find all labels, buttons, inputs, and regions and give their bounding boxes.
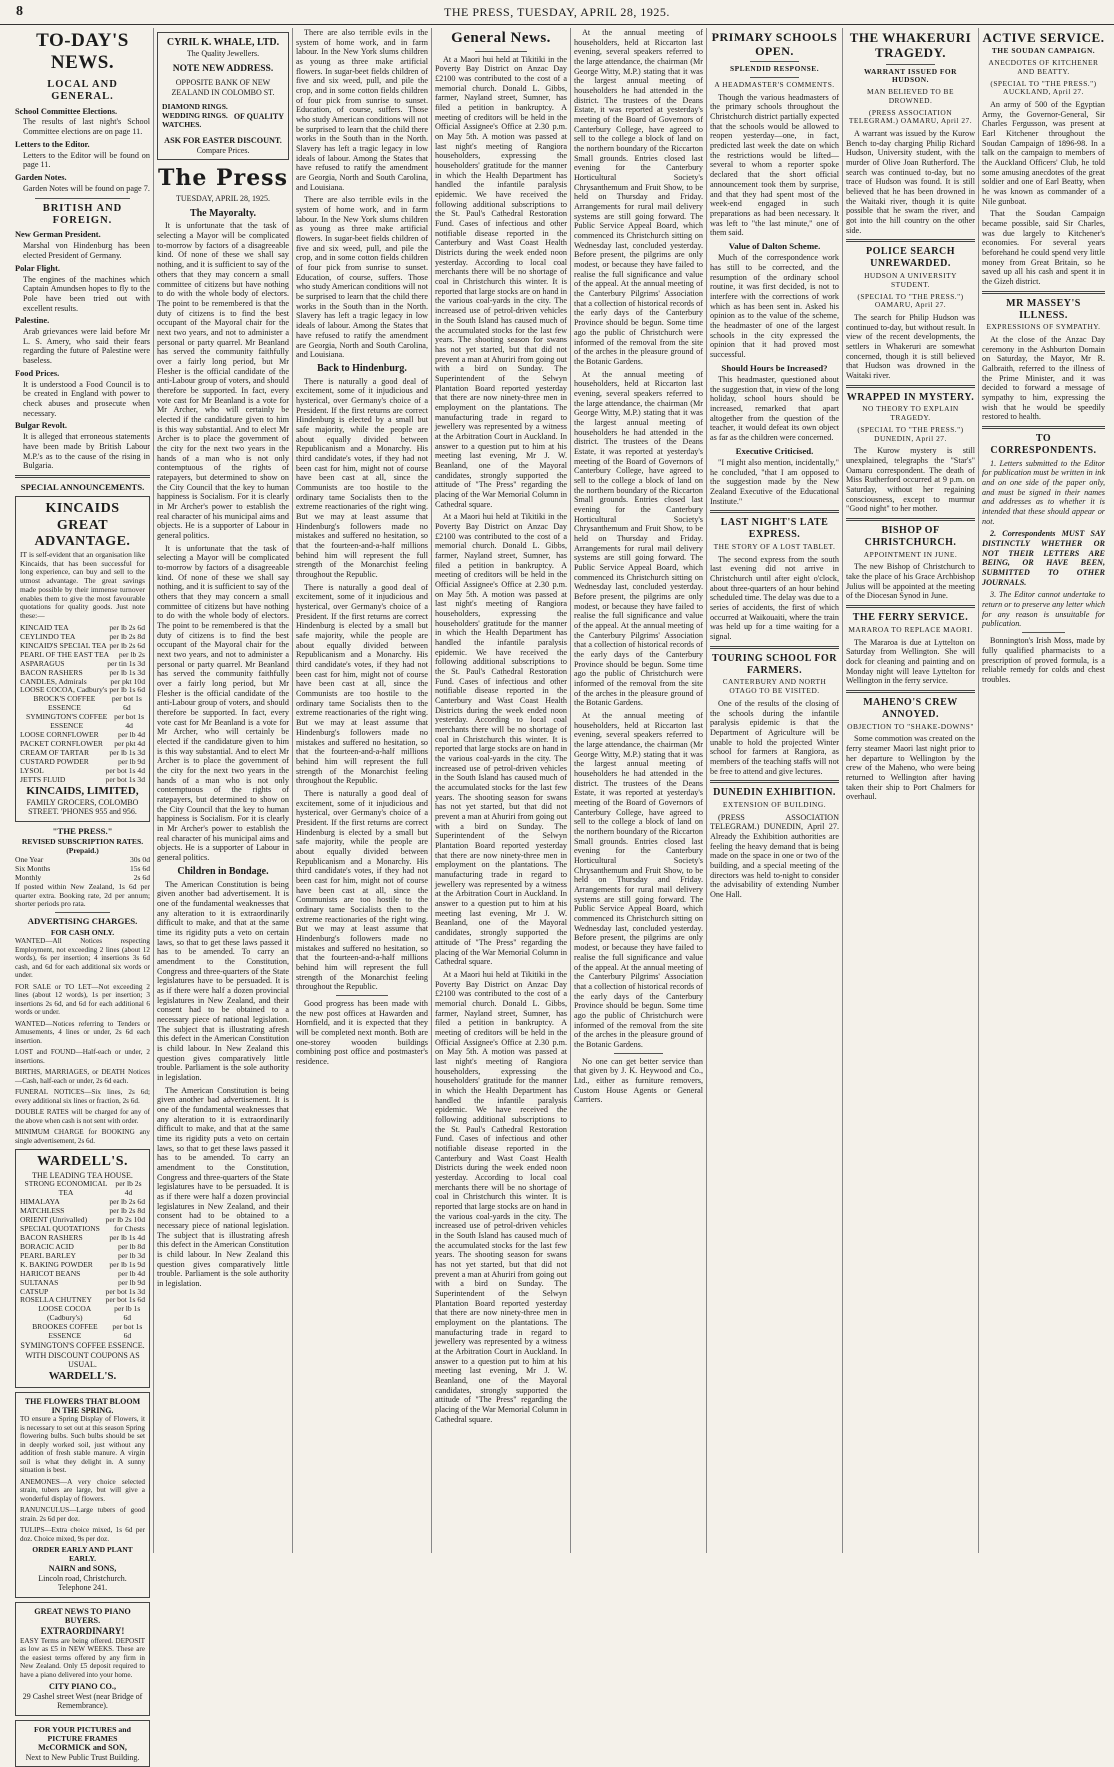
massey-heading: MR MASSEY'S ILLNESS. [1006, 297, 1081, 321]
mayoralty-heading: The Mayoralty. [189, 207, 257, 219]
general-news-heading: General News. [451, 30, 551, 46]
kincaids-price-row-price: per tin 1s 3d [107, 658, 145, 668]
double-rule [710, 646, 839, 649]
wardells-price-row-label: PEARL BARLEY [20, 1250, 77, 1260]
general-news-body: At a Maori hui held at Tikitiki in the Poverty Bay District on Anzac Day £2100 was contributed to the cost of a memorial church. Donald L. Gibbs, farmer, Nayland street, Sumner, has filed a petition in bankruptcy. A meeting of creditors will be held in the Official Assignee's Office at 2.30 p.m. on May 5th. A motion was passed at last night's meeting of Rangiora householders, expressing the householders' gratitude for the manner in which the Health Department has handled the infantile paralysis epidemic. We have received the following additional subscriptions to the St. Paul's Cathedral Restoration Fund. Cases of infectious and other notifiable disease reported in the Canterbury and Wast Coast Health Districts during the week ended noon yesterday. According to local coal merchants there will be no shortage of coal in Christchurch this winter. It is reported that large stocks are on hand in the various coal-yards in the city. The increased use of petrol-driven vehicles in the South Island has caused much of the accumulated stocks for the last few years. The shooting season for swans has not yet started, but that did not prevent a man at Ahuriri from going out with a bird on Sunday. The Superintendent of the Selwyn Plantation Board reported yesterday that there are now ninety-three men in employment on the plantations. The manufacturing trade in regard to jewellery was represented by a witness at the Arbitration Court in Auckland. In answer to a question put to him at his meeting last evening, Mr J. W. Beanland, one of the Mayoral candidates, strongly supported the attitude of "The Press" regarding the placing of the War Memorial Column in Cathedral square. [435, 54, 567, 509]
local-general-heading: LOCAL AND GENERAL. [47, 78, 118, 103]
schools-body-2: Much of the correspondence work has still to be corrected, and the resumption of the ordinary school routine, it was first decided, is not to interfere with the corrections of work which as has been sent in. Asked his opinion as to the value of the scheme, the headmaster of one of the largest schools in the city expressed the opinion that it had proved most successful. [710, 253, 839, 359]
kincaids-price-row-price: per lb 4d [118, 730, 145, 740]
kincaids-price-row-label: KINCAID TEA [20, 622, 69, 632]
active-service-heading: ACTIVE SERVICE. [982, 30, 1105, 45]
divider [1022, 632, 1065, 633]
dateline-1: (PRESS ASSOCIATION TELEGRAM.) OAMARU, April 27. [848, 107, 973, 126]
soudan-sub: THE SOUDAN CAMPAIGN. [991, 46, 1096, 56]
kincaids-price-row-price: per bot 1s 4d [105, 766, 145, 776]
schools-body-3: This headmaster, questioned about the suggestion that, in view of the long holiday, school hours should be increased, remarked that apart altogether from the question of the teacher, it would defeat its own object as far as the children were concerned. [710, 375, 839, 443]
ranunculus-text: RANUNCULUS—Large tubers of good strain. 2s 6d per doz. [20, 1506, 145, 1523]
wardells-price-row-price: per lb 3d [118, 1250, 145, 1260]
advertising-item: LOST and FOUND—Half-each or under, 2 insertions. [15, 1048, 150, 1065]
wardells-price-row-price: per lb 4d [118, 1268, 145, 1278]
columns-area [12, 28, 1108, 1762]
rings-block [162, 103, 284, 130]
kincaids-price-row-label: SYMINGTON'S COFFEE ESSENCE [26, 712, 108, 731]
subscription-row-label: One Year [15, 855, 44, 865]
express-body: The second express from the south last evening did not arrive in Christchurch until after eight o'clock, about three-quarters of an hour behind scheduled time. The delay was due to a series of accidents, the first of which occurred at Waikouaiti, where the train was held up for a time waiting for a signal. [710, 554, 839, 642]
wardells-price-row-label: HIMALAYA [20, 1197, 60, 1206]
kincaids-price-row-label: PACKET CORNFLOWER [20, 739, 103, 749]
kincaids-address: FAMILY GROCERS, COLOMBO STREET. 'PHONES 955 and 956. [26, 797, 139, 817]
kincaids-price-row-price: per bot 1s 4d [114, 712, 145, 731]
kincaids-price-row-label: ASPARAGUS [20, 658, 65, 668]
mccormick-name: McCORMICK and SON, [38, 1742, 127, 1752]
heywood-note: No one can get better service than that given by J. K. Heywood and Co., Ltd., either as furniture removers, Custom House Agents or General Carriers. [574, 1056, 703, 1105]
wardells-price-row [20, 1323, 145, 1341]
divider [750, 77, 799, 78]
correspondents-heading: TO CORRESPONDENTS. [990, 433, 1097, 456]
wardells-price-row-label: MATCHLESS [20, 1205, 65, 1215]
column-6 [707, 28, 843, 1553]
wardells-price-row-label: BORACIC ACID [20, 1241, 74, 1251]
wrapped-heading: WRAPPED IN MYSTERY. [846, 391, 975, 403]
kincaids-price-row-price: per bot 1s 3d [105, 775, 145, 785]
col5-body-2: At the annual meeting of householders, held at Riccarton last evening, several speakers referred to the large attendance, the chairman (Mr George Witty, M.P.) stating that it was the largest annual meeting of householders he had attended in the district. The trustees of the Deans Estate, it was reported at yesterday's meeting of the Board of Governors of Canterbury College, have agreed to sell to the college a block of land on the northern boundary of the Riccarton Small grounds. Entries closed last evening for the Canterbury Horticultural Society's Chrysanthemum and Fruit Show, to be held on Thursday and Friday. Arrangements for rural mail delivery systems are still going forward. The Public Service Appeal Board, which commenced its Christchurch sitting on Wednesday last, concluded yesterday. Before present, the pilgrims are only modest, or because they have failed to realise the full significance and value of the appeal. At the annual meeting of the Canterbury Pilgrims' Association that a collection of historical records of the early days of the Canterbury Province should be begun. Some time ago the public of Christchurch were informed of the removal from the site of the arches in the pleasure ground of the Botanic Gardens. [574, 369, 703, 708]
wardells-title: WARDELL'S. [37, 1154, 128, 1170]
subscription-note: If posted within New Zealand, 1s 6d per quarter extra. Booking rate, 2d per annum; shorter periods pro rata. [15, 881, 150, 909]
ferry-body: The Mararoa is due at Lyttelton on Saturday from Wellington. She will dock for cleaning and painting and on Monday night will leave Lyttelton for Wellington in the ferry service. [846, 637, 975, 686]
subscription-row-label: Monthly [15, 873, 42, 882]
wardells-price-row [20, 1305, 145, 1323]
rings-list [162, 103, 228, 130]
city-piano: CITY PIANO CO., [48, 1682, 117, 1692]
wardells-price-row-label: BROOKES COFFEE ESSENCE [32, 1322, 98, 1341]
kincaids-ad [15, 496, 150, 821]
wardells-price-row-price: per lb 9d [118, 1277, 145, 1287]
kincaids-price-row-price: per pkt 4d [114, 739, 145, 749]
wardells-price-row-label: K. BAKING POWDER [20, 1259, 93, 1269]
flowers-text: TO ensure a Spring Display of Flowers, it is necessary to set out at this season Spring flowering bulbs. Such bulbs should be set in deeply worked soil, just without any addition of fresh stable manure. A virgin soil is what they delight in. A sunny situation is best. [20, 1415, 145, 1475]
double-rule [846, 605, 975, 608]
kincaids-price-row-label: BROCK'S COFFEE ESSENCE [33, 694, 96, 713]
splendid-response: SPLENDID RESPONSE. [729, 64, 820, 74]
advertising-item: WANTED—All Notices respecting Employment, not exceeding 2 lines (about 12 words), 6s per insertion; 4 insertions 3s 6d cash, and 6d for each additional six words or under. [15, 937, 150, 980]
bonnington-note: Bonnington's Irish Moss, made by fully qualified pharmacists to a prescription of proved formula, is a reliable remedy for colds and chest troubles. [982, 636, 1105, 684]
schools-body-4: "I might also mention, incidentally," he concluded, "that I am opposed to the suggestion made by the New Zealand Executive of the Educational Institute." [710, 458, 839, 506]
appointment-sub: APPOINTMENT IN JUNE. [863, 549, 958, 559]
bishop-heading: BISHOP OF CHRISTCHURCH. [864, 525, 957, 548]
wardells-price-list [20, 1180, 145, 1341]
dunedin-body: (PRESS ASSOCIATION TELEGRAM.) DUNEDIN, April 27. Already the Exhibition authorities are feeling the heavy demand that is being made on the space in one or two of the building, and a special meeting of the directors was held to-night to consider the advisability of extending Number One Hall. [710, 812, 839, 900]
foreign-item-text: It is understood a Food Council is to be created in England with power to check abuses and prosecute when necessary. [23, 379, 150, 418]
column-8 [979, 28, 1108, 1553]
flowers-title: THE FLOWERS THAT BLOOM IN THE SPRING. [24, 1396, 141, 1415]
wardells-price-row-price: per lb 2s 8d [109, 1205, 145, 1215]
kincaids-price-row-label: LOOSE COCOA, Cadbury's [20, 685, 108, 695]
news-item-text: The results of last night's School Committee elections are on page 11. [23, 117, 150, 137]
kincaids-price-row [20, 713, 145, 731]
active-body-1: An army of 500 of the Egyptian Army, the Governor-General, Sir Charles Fergusson, was present at Earl Kitchener throughout the Soudan Campaign of 1896-98. In a talk on the campaign to members of the Auckland Officers' Club, he told some amusing anecdotes of the great soldier and one of Earl Beatty, when he was known as commander of a Nile gunboat. [982, 100, 1105, 206]
drowned-sub: MAN BELIEVED TO BE DROWNED. [867, 87, 954, 105]
double-rule [710, 780, 839, 783]
double-rule [15, 475, 150, 478]
whakeruri-body-1: A warrant was issued by the Kurow Bench to-day charging Philip Richard Hudson, University student, with the murder of Olive Joan Rutherford. The search was continued to-day, but no trace of Hudson was found. It is still believed that he has been drowned in the Waitaki river, though it is quite possible that he swam the river, and got into the hill country on the other side. [846, 129, 975, 235]
foreign-item-head: Polar Flight. [15, 263, 60, 273]
foreign-item-head: Bulgar Revolt. [15, 421, 67, 431]
wardells-price-row-label: HARICOT BEANS [20, 1268, 81, 1278]
whakeruri-body-2: The search for Philip Hudson was continued to-day, but without result. In view of the recent developments, the settlers in Whakeruri are somewhat concerned, though it is still believed that Hudson was drowned in the Waitaki river. [846, 312, 975, 381]
wardells-price-row-price: per lb 2s 4d [115, 1179, 142, 1198]
kincaids-price-row-price: per lb 2s 6d [109, 640, 145, 650]
hindenburg-heading: Back to Hindenburg. [317, 362, 407, 374]
no-theory: NO THEORY TO EXPLAIN TRAGEDY. [862, 404, 959, 423]
col5-body-3: At the annual meeting of householders, held at Riccarton last evening, several speakers referred to the large attendance, the chairman (Mr George Witty, M.P.) stating that it was the largest annual meeting of householders he had attended in the district. The trustees of the Deans Estate, it was reported at yesterday's meeting of the Board of Governors of Canterbury College, have agreed to sell to the college a block of land on the northern boundary of the Riccarton Small grounds. Entries closed last evening for the Canterbury Horticultural Society's Chrysanthemum and Fruit Show, to be held on Thursday and Friday. Arrangements for rural mail delivery systems are still going forward. The Public Service Appeal Board, which commenced its Christchurch sitting on Wednesday last, concluded yesterday. Before present, the pilgrims are only modest, or because they have failed to realise the full significance and value of the appeal. At the annual meeting of the Canterbury Pilgrims' Association that a collection of historical records of the early days of the Canterbury Province should be begun. Some time ago the public of Christchurch were informed of the removal from the site of the arches in the pleasure ground of the Botanic Gardens. [574, 711, 703, 1049]
kincaids-price-row-price: per lb 1s 6d [109, 685, 145, 695]
special-announcements-heading: SPECIAL ANNOUNCEMENTS. [20, 482, 145, 493]
correspondents-3: 3. The Editor cannot undertake to return or to preserve any letter which for any reason is unsuitable for publication. [982, 590, 1105, 629]
wardells-footer: WARDELL'S. [48, 1369, 117, 1382]
of-quality: OF QUALITY [233, 112, 284, 122]
great-news: GREAT NEWS TO PIANO BUYERS. [34, 1606, 131, 1626]
wardells-price-row-price: per bot 1s 6d [112, 1322, 143, 1341]
subscription-rates [15, 856, 150, 883]
wardells-price-row-price: per lb 1s 9d [109, 1259, 145, 1269]
wardells-price-row-label: ORIENT (Unrivalled) [20, 1214, 88, 1224]
extension-sub: EXTENSION OF BUILDING. [722, 800, 827, 810]
foreign-item-head: New German President. [15, 230, 101, 240]
foreign-item-head: Food Prices. [15, 368, 60, 378]
sympathy-sub: EXPRESSIONS OF SYMPATHY. [986, 322, 1101, 332]
kincaids-footer: KINCAIDS, LIMITED, [26, 784, 139, 797]
wardells-price-row-price: per lb 1s 6d [114, 1304, 141, 1323]
whale-sub: The Quality Jewellers. [186, 48, 260, 58]
wardells-sub: THE LEADING TEA HOUSE. [32, 1170, 133, 1180]
double-rule [846, 518, 975, 521]
foreign-item-text: Arab grievances were laid before Mr L. S. Amery, who said their fears regarding the future of Palestine were baseless. [23, 327, 150, 366]
cont-body-2: There are also terrible evils in the system of home work, and in farm labour. In the New York slums children as young as three make artificial flowers. In sugar-beet fields children of five and six weed, pull, and pile the crop, and in some cotton fields children of four pick from sunrise to sunset. Education, of course, suffers. Those who study American conditions will not be surprised to learn that the child there works in the South than in the North. Slavery has left a tragic legacy in low ideals of labour. Among the States that have refused to ratify the amendment are Georgia, North and South Carolina, and Louisiana. [296, 195, 428, 360]
double-rule [846, 690, 975, 693]
wardells-price-row-label: STRONG ECONOMICAL TEA [24, 1179, 108, 1198]
nairn-phone: Telephone 241. [57, 1583, 108, 1593]
wardells-price-row-price: per bot 1s 6d [105, 1295, 145, 1305]
executive-heading: Executive Criticised. [735, 445, 814, 456]
kincaids-price-list [20, 624, 145, 785]
anecdotes-sub: ANECDOTES OF KITCHENER AND BEATTY. [988, 58, 1099, 76]
subscription-title: REVISED SUBSCRIPTION RATES. (Prepaid.) [21, 837, 144, 856]
advertising-title: ADVERTISING CHARGES. [27, 916, 138, 927]
headmaster-comments: A HEADMASTER'S COMMENTS. [714, 80, 835, 90]
kincaids-price-row-price: per lb 2s [118, 649, 145, 659]
order-early: ORDER EARLY AND PLANT EARLY. [32, 1545, 133, 1564]
news-item-text: Garden Notes will be found on page 7. [23, 183, 150, 193]
schools-body-1: Though the various headmasters of the primary schools throughout the Christchurch district partially expected that the schools would be allowed to reopen yesterday—one, in fact, predicted last week the date on which the restrictions would be lifted—several to whom a reporter spoke declared that the short official announcement took them by surprise, and that they had spent most of the week-end engaged in such preparations as had been necessary. It was left to "the last minute," one of them said. [710, 92, 839, 238]
page-number: 8 [16, 4, 23, 19]
cash-only: FOR CASH ONLY. [50, 927, 115, 937]
whakeruri-body-3: The Kurow mystery is still unexplained, telegraphs the "Star's" Oamaru correspondent. The death of Miss Rutherford occurred at 9 p.m. on Saturday, without her regaining consciousness, except to murmur "Good night" to her mother. [846, 446, 975, 514]
double-rule [710, 510, 839, 513]
touring-body: One of the results of the closing of the schools during the infantile paralysis epidemic is that the Department of Agriculture will be unable to hold the projected Winter school for farmers at Rangiora, as members of the teaching staffs will not be free to attend and give lectures. [710, 698, 839, 776]
hindenburg-body-3: There is naturally a good deal of excitement, some of it injudicious and hysterical, over Germany's choice of a President. If the first returns are correct Hindenburg is elected by a small but safe majority, while the people are about equally divided between Republicanism and a Monarchy. His third candidate's votes, if they had not been cast for him, might not of course have been cast at all, since the Communists are too hostile to the ordinary tame Socialists then to the extreme reactionaries of the right wing. But we may at least assume that Hindenburg's followers made no mistakes and suffered no hesitation, so that the fourteen-and-a-half millions behind him will represent the full strength of the Monarchist feeling throughout the Republic. [296, 788, 428, 992]
touring-heading: TOURING SCHOOL FOR FARMERS. [712, 652, 837, 676]
news-item-text: Letters to the Editor will be found on page 11. [23, 150, 150, 170]
children-heading: Children in Bondage. [177, 865, 269, 877]
dateline: (SPECIAL TO "THE PRESS.") AUCKLAND, April 27. [990, 78, 1097, 97]
hours-heading: Should Hours be Increased? [721, 362, 828, 373]
maheno-body: Some commotion was created on the ferry steamer Maori last night prior to her departure to Wellington by the crew of the Maheno, who were being returned to Wellington after having taken their ship to Port Chalmers for overhaul. [846, 734, 975, 802]
police-heading: POLICE SEARCH UNREWARDED. [865, 246, 955, 270]
mayoralty-body: It is unfortunate that the task of selecting a Mayor will be complicated to-morrow by factors of a disagreeable kind. Of none of these we shall say nothing, and it is sufficient to say of the others that they may concern a small committee of citizens but have nothing to do with the whole body of electors. The point to be remembered is that the duty of citizens is to find the best occupant of the Mayoral chair for the next two years, and not to administer a personal or party quarrel. Mr Beanland has served the community faithfully over a fairly long period, but Mr Flesher is the official candidate of the anti-Labour group of voters, and should therefore be supported. In fact, every vote cast for Mr Beanland is a vote for Mr Archer, who will certainly be elected if the candidature given to him is this way substantial. And to elect Mr Archer is to place the government of the city for the next two years in the hands of a man who is not only contemptuous of the rights of ratepayers, but determined to show on the City Council that the key to human happiness is Socialism. For it is clearly in Mr Archer's power to establish the real character of his municipal aims and objects. He is a supporter of Labour in general politics. [157, 221, 289, 540]
maheno-heading: MAHENO'S CREW ANNOYED. [863, 697, 958, 720]
subscription-row-price: 30s 0d [129, 855, 150, 865]
news-item-head: Letters to the Editor. [15, 139, 90, 149]
objection-sub: OBJECTION TO "SHAKE-DOWNS" [847, 721, 974, 731]
piano-text: EASY Terms are being offered. DEPOSIT as low as £5 in NEW WEEKS. These are the easiest terms offered by any firm in New Zealand. Only £5 deposit required to have a piano delivered into your home. [20, 1636, 145, 1679]
advertising-item: FOR SALE or TO LET—Not exceeding 2 lines (about 12 words), 1s per insertion; 3 insertions 2s 6d, and 6d for each additional 6 words or under. [15, 982, 150, 1017]
column-4 [432, 28, 571, 1553]
wardells-price-row-price: per bot 1s 3d [105, 1286, 145, 1296]
column-1 [12, 28, 154, 1762]
press-heading: "THE PRESS." [52, 825, 113, 836]
column-7 [843, 28, 979, 1553]
correspondents-2: 2. Correspondents MUST SAY DISTINCTLY WHETHER OR NOT THEIR LETTERS ARE BEING, OR HAVE BEEN, SUBMITTED TO OTHER JOURNALS. [982, 529, 1105, 587]
dalton-heading: Value of Dalton Scheme. [728, 240, 821, 251]
nairn-address: Lincoln road, Christchurch. [38, 1573, 127, 1583]
advertising-item: WANTED—Notices referring to Tenders or Amusements, 4 lines or under, 2s 6d each insertion. [15, 1019, 150, 1045]
general-news-body-3: At a Maori hui held at Tikitiki in the Poverty Bay District on Anzac Day £2100 was contributed to the cost of a memorial church. Donald L. Gibbs, farmer, Nayland street, Sumner, has filed a petition in bankruptcy. A meeting of creditors will be held in the Official Assignee's Office at 2.30 p.m. on May 5th. A motion was passed at last night's meeting of Rangiora householders, expressing the householders' gratitude for the manner in which the Health Department has handled the infantile paralysis epidemic. We have received the following additional subscriptions to the St. Paul's Cathedral Restoration Fund. Cases of infectious and other notifiable disease reported in the Canterbury and Wast Coast Health Districts during the week ended noon yesterday. According to local coal merchants there will be no shortage of coal in Christchurch this winter. It is reported that large stocks are on hand in the various coal-yards in the city. The increased use of petrol-driven vehicles in the South Island has caused much of the accumulated stocks for the last few years. The shooting season for swans has not yet started, but that did not prevent a man at Ahuriri from going out with a bird on Sunday. The Superintendent of the Selwyn Plantation Board reported yesterday that there are now ninety-three men in employment on the plantations. The manufacturing trade in regard to jewellery was represented by a witness at the Arbitration Court in Auckland. In answer to a question put to him at his meeting last evening, Mr J. W. Beanland, one of the Mayoral candidates, strongly supported the attitude of "The Press" regarding the placing of the War Memorial Column in Cathedral square. [435, 969, 567, 1424]
double-rule [982, 426, 1105, 429]
advertising-item: FUNERAL NOTICES—Six lines, 2s 6d; every additional six lines or fraction, 2s 6d. [15, 1088, 150, 1105]
kincaids-price-row-label: LYSOL [20, 766, 44, 776]
wardells-price-row-price: per lb 8d [118, 1241, 145, 1251]
massey-body: At the close of the Anzac Day ceremony in the Ashburton Domain on Saturday, the Mayor, Mr R. Galbraith, referred to the illness of the Prime Minister, and it was decided to forward a message of sympathy to him, expressing the wish that he would be speedily restored to health. [982, 335, 1105, 422]
extraordinary: EXTRAORDINARY! [40, 1625, 125, 1636]
kincaids-price-row [20, 776, 145, 785]
warrant-sub: WARRANT ISSUED FOR HUDSON. [863, 66, 958, 85]
hindenburg-body: There is naturally a good deal of excitement, some of it injudicious and hysterical, over Germany's choice of a President. If the first returns are correct Hindenburg is elected by a small but safe majority, while the people are about equally divided between Republicanism and a Monarchy. His third candidate's votes, if they had not been cast for him, might not of course have been cast at all, since the Communists are too hostile to the ordinary tame Socialists then to the extreme reactionaries of the right wing. But we may at least assume that Hindenburg's followers made no mistakes and suffered no hesitation, so that the fourteen-and-a-half millions behind him will represent the full strength of the Monarchist feeling throughout the Republic. [296, 376, 428, 580]
advertising-list [15, 937, 150, 1145]
kincaids-price-row [20, 695, 145, 713]
column-3 [293, 28, 432, 1553]
news-item-head: Garden Notes. [15, 173, 67, 183]
kincaids-price-row-label: JETTS FLUID [20, 775, 66, 785]
advertising-item: BIRTHS, MARRIAGES, or DEATH Notices—Cash, half-each or under, 2s 6d each. [15, 1068, 150, 1085]
wardells-price-row-price: per lb 2s 10d [105, 1214, 145, 1224]
rings-item: WATCHES. [162, 120, 202, 130]
express-heading: LAST NIGHT'S LATE EXPRESS. [720, 517, 829, 541]
children-body-2: The American Constitution is being given another bad advertisement. It is one of the fundamental weaknesses that any alteration to it is extraordinarily difficult to make, and that at the same time its rigidity puts a veto on certain laws, so that to get these laws passed it has to be amended. To carry an amendment to the Constitution, Congress and three-quarters of the State legislatures have to be persuaded. It is as if there were half a dozen provincial legislatures in New Zealand, and their consent had to be obtained to a necessary piece of national legislation. The subject that is illustrating afresh this defect in the American Constitution is child labour. In New Zealand this question gives comparatively little trouble. Parliament is the sole authority in legislation. [157, 1085, 289, 1289]
divider [750, 61, 799, 62]
piano-ad [15, 1602, 150, 1716]
wardells-extra: SYMINGTON'S COFFEE ESSENCE. WITH DISCOUNT COUPONS AS USUAL. [20, 1341, 145, 1370]
wardells-ad [15, 1149, 150, 1387]
wardells-price-row-label: SPECIAL QUOTATIONS [20, 1223, 100, 1233]
kincaids-price-row-price: per lb 9d [118, 757, 145, 767]
divider [35, 198, 130, 199]
wardells-price-row-price: per lb 1s 4d [109, 1232, 145, 1242]
ferry-heading: THE FERRY SERVICE. [852, 612, 969, 624]
kincaids-price-row-price: per bot 1s 6d [111, 694, 142, 713]
divider [614, 1053, 663, 1054]
column-5 [571, 28, 707, 1553]
wardells-price-row-label: SULTANAS [20, 1277, 59, 1287]
kincaids-price-row-price: per lb 2s 6d [109, 622, 145, 632]
whakeruri-heading: THE WHAKERURI TRAGEDY. [849, 30, 972, 61]
whale-address: OPPOSITE BANK OF NEW ZEALAND IN COLOMBO ST. [171, 78, 275, 97]
dateline-2: (SPECIAL TO "THE PRESS.") OAMARU, April 27. [857, 291, 964, 310]
foreign-item-text: Marshal von Hindenburg has been elected President of Germany. [23, 241, 150, 260]
divider [336, 995, 388, 996]
subscription-row-label: Six Months [15, 864, 51, 874]
advertising-item: DOUBLE RATES will be charged for any of the above when cash is not sent with order. [15, 1108, 150, 1125]
correspondents-1: 1. Letters submitted to the Editor for publication must be written in ink and on one side of the paper only, and must be signed in their names and addresses as to whether it is intended that these should appear or not. [982, 458, 1105, 526]
divider [475, 51, 527, 52]
rings-item: DIAMOND RINGS. [162, 102, 228, 112]
kincaids-price-row-label: BACON RASHERS [20, 667, 83, 677]
bishop-body: The new Bishop of Christchurch to take the place of his Grace Archbishop Julius will be appointed at the meeting of the Diocesan Synod in June. [846, 562, 975, 601]
rings-item: WEDDING RINGS. [162, 111, 228, 121]
active-body-2: That the Soudan Campaign became possible, said Sir Charles, was due largely to Kitchener's economies. For several years beforehand he could spend very little money from Great Britain, so he saved up all his cash and spent it in the Gizeh district. [982, 209, 1105, 287]
foreign-item-head: Palestine. [15, 316, 50, 326]
advertising-item: MINIMUM CHARGE for BOOKING any single advertisement, 2s 6d. [15, 1128, 150, 1145]
mararoa-sub: MARAROA TO REPLACE MAORI. [848, 624, 973, 634]
kincaids-price-row-price: per lb 1s 3d [109, 667, 145, 677]
foreign-item-text: The engines of the machines which Captain Amundsen hopes to fly to the Pole have been tried out with excellent results. [23, 274, 150, 313]
subscription-row-price: 2s 6d [133, 873, 150, 882]
column-2 [154, 28, 293, 1553]
dunedin-heading: DUNEDIN EXHIBITION. [713, 787, 836, 799]
lost-tablet: THE STORY OF A LOST TABLET. [713, 542, 836, 552]
easter-discount: ASK FOR EASTER DISCOUNT. [164, 136, 282, 146]
kincaids-price-row-label: KINCAID'S SPECIAL TEA [20, 640, 107, 650]
col5-body: At the annual meeting of householders, held at Riccarton last evening, several speakers referred to the large attendance, the chairman (Mr George Witty, M.P.) stating that it was the largest annual meeting of householders he had attended in the district. The trustees of the Deans Estate, it was reported at yesterday's meeting of the Board of Governors of Canterbury College, have agreed to sell to the college a block of land on the northern boundary of the Riccarton Small grounds. Entries closed last evening for the Canterbury Horticultural Society's Chrysanthemum and Fruit Show, to be held on Thursday and Friday. Arrangements for rural mail delivery systems are still going forward. The Public Service Appeal Board, which commenced its Christchurch sitting on Wednesday last, concluded yesterday. Before present, the pilgrims are only modest, or because they have failed to realise the full significance and value of the appeal. At the annual meeting of the Canterbury Pilgrims' Association that a collection of historical records of the early days of the Canterbury Province should be begun. Some time ago the public of Christchurch were informed of the removal from the site of the arches in the pleasure ground of the Botanic Gardens. [574, 28, 703, 366]
british-foreign-heading: BRITISH AND FOREIGN. [42, 202, 123, 227]
paper-dateline: THE PRESS, TUESDAY, APRIL 28, 1925. [444, 5, 670, 19]
kincaids-price-row-price: per lb 1s 3d [109, 748, 145, 758]
cont-body: There are also terrible evils in the system of home work, and in farm labour. In the New York slums children as young as three make artificial flowers. In sugar-beet fields children of five and six weed, pull, and pile the crop, and in some cotton fields children of four pick from sunrise to sunset. Education, of course, suffers. Those who study American conditions will not be surprised to learn that the child there works in the South than in the North. Slavery has left a tragic legacy in low ideals of labour. Among the States that have refused to ratify the amendment are Georgia, North and South Carolina, and Louisiana. [296, 28, 428, 192]
wardells-price-row [20, 1180, 145, 1198]
wardells-price-row-price: for Chests [113, 1223, 145, 1233]
kincaids-price-row-label: CANDLES, Admirals [20, 676, 87, 686]
kincaids-price-row-label: CREAM OF TARTAR [20, 748, 90, 758]
kincaids-body: IT is self-evident that an organisation like Kincaids, that has been successful for long experience, can buy and sell to the utmost advantage. The great savings made possible by their immense turnover enables them to give the most favourable quotations for quality goods. Just note these:— [20, 549, 145, 621]
news-item-head: School Committee Elections. [15, 106, 118, 116]
touring-sub: CANTERBURY AND NORTH OTAGO TO BE VISITED. [722, 677, 827, 696]
anemones-text: ANEMONES—A very choice selected strain, tubers are large, but will give a wonderful display of flowers. [20, 1477, 145, 1503]
primary-schools-heading: PRIMARY SCHOOLS OPEN. [711, 30, 838, 59]
double-rule [846, 239, 975, 242]
wardells-price-row-label: BACON RASHERS [20, 1232, 83, 1242]
wardells-price-row-label: LOOSE COCOA (Cadbury's) [38, 1304, 92, 1323]
kincaids-price-row-price: per pkt 10d [110, 676, 145, 686]
masthead [0, 0, 1114, 25]
hindenburg-body-2: There is naturally a good deal of excitement, some of it injudicious and hysterical, over Germany's choice of a President. If the first returns are correct Hindenburg is elected by a small but safe majority, while the people are about equally divided between Republicanism and a Monarchy. His third candidate's votes, if they had not been cast for him, might not of course have been cast at all, since the Communists are too hostile to the ordinary tame Socialists then to the extreme reactionaries of the right wing. But we may at least assume that Hindenburg's followers made no mistakes and suffered no hesitation, so that the fourteen-and-a-half millions behind him will represent the full strength of the Monarchist feeling throughout the Republic. [296, 582, 428, 786]
wardells-price-row-price: per lb 2s 6d [109, 1197, 145, 1206]
closing-note: Good progress has been made with the new post offices at Hawarden and Hornfield, and it is expected that they will be completed next month. Both are one-storey wooden buildings combining post office and postmaster's residence. [296, 998, 428, 1066]
mayoralty-body-2: It is unfortunate that the task of selecting a Mayor will be complicated to-morrow by factors of a disagreeable kind. Of none of these we shall say nothing, and it is sufficient to say of the others that they may concern a small committee of citizens but have nothing to do with the whole body of electors. The point to be remembered is that the duty of citizens is to find the best occupant of the Mayoral chair for the next two years, and not to administer a personal or party quarrel. Mr Beanland has served the community faithfully over a fairly long period, but Mr Flesher is the official candidate of the anti-Labour group of voters, and should therefore be supported. In fact, every vote cast for Mr Beanland is a vote for Mr Archer, who will certainly be elected if the candidature given to him is this way substantial. And to elect Mr Archer is to place the government of the city for the next two years in the hands of a man who is not only contemptuous of the rights of ratepayers, but determined to show on the City Council that the key to human happiness is Socialism. For it is clearly in Mr Archer's power to establish the real character of his municipal aims and objects. He is a supporter of Labour in general politics. [157, 543, 289, 863]
flowers-ad [15, 1392, 150, 1598]
whale-ad [157, 32, 289, 160]
kincaids-price-row-price: per lb 2s 8d [109, 631, 145, 641]
wardells-price-row-label: CATSUP [20, 1286, 49, 1296]
kincaids-price-row-label: PEARL OF THE EAST TEA [20, 649, 110, 659]
hudson-student: HUDSON A UNIVERSITY STUDENT. [864, 271, 957, 289]
kincaids-price-row-label: LOOSE CORNFLOWER [20, 730, 99, 740]
kincaids-title: KINCAIDS GREAT ADVANTAGE. [34, 501, 131, 550]
foreign-item-text: It is alleged that erroneous statements have been made by British Labour M.P.'s as to the cause of the rising in Bulgaria. [23, 432, 150, 471]
children-body: The American Constitution is being given another bad advertisement. It is one of the fundamental weaknesses that any alteration to it is extraordinarily difficult to make, and that at the same time its rigidity puts a veto on certain laws, so that to get these laws passed it has to be amended. To carry an amendment to the Constitution, Congress and three-quarters of the State legislatures have to be persuaded. It is as if there were half a dozen provincial legislatures in New Zealand, and their consent had to be obtained to a necessary piece of national legislation. The subject that is illustrating afresh this defect in the American Constitution is child labour. In New Zealand this question gives comparatively little trouble. Parliament is the sole authority in legislation. [157, 879, 289, 1083]
divider [55, 912, 110, 913]
nairn-name: NAIRN and SONS, [48, 1564, 117, 1574]
whale-name: CYRIL K. WHALE, LTD. [166, 37, 280, 48]
frames-title: FOR YOUR PICTURES and PICTURE FRAMES [34, 1724, 131, 1743]
mccormick-note: Next to New Public Trust Building. [25, 1752, 140, 1762]
kincaids-price-row-label: CUSTARD POWDER [20, 757, 89, 767]
double-rule [846, 385, 975, 388]
frames-ad [15, 1720, 150, 1767]
city-piano-address: 29 Cashel street West (near Bridge of Remembrance). [22, 1691, 143, 1711]
kincaids-price-row-label: CEYLINDO TEA [20, 631, 76, 641]
note-new-address: NOTE NEW ADDRESS. [172, 64, 274, 75]
tulips-text: TULIPS—Extra choice mixed, 1s 6d per doz. Choice mixed, 9s per doz. [20, 1526, 145, 1543]
double-rule [982, 291, 1105, 294]
compare-prices: Compare Prices. [196, 145, 250, 155]
divider [886, 64, 935, 65]
press-logo: The Press [158, 165, 288, 192]
subscription-row-price: 15s 6d [129, 864, 150, 874]
general-news-body-2: At a Maori hui held at Tikitiki in the Poverty Bay District on Anzac Day £2100 was contributed to the cost of a memorial church. Donald L. Gibbs, farmer, Nayland street, Sumner, has filed a petition in bankruptcy. A meeting of creditors will be held in the Official Assignee's Office at 2.30 p.m. on May 5th. A motion was passed at last night's meeting of Rangiora householders, expressing the householders' gratitude for the manner in which the Health Department has handled the infantile paralysis epidemic. We have received the following additional subscriptions to the St. Paul's Cathedral Restoration Fund. Cases of infectious and other notifiable disease reported in the Canterbury and Wast Coast Health Districts during the week ended noon yesterday. According to local coal merchants there will be no shortage of coal in Christchurch this winter. It is reported that large stocks are on hand in the various coal-yards in the city. The increased use of petrol-driven vehicles in the South Island has caused much of the accumulated stocks for the last few years. The shooting season for swans has not yet started, but that did not prevent a man at Ahuriri from going out with a bird on Sunday. The Superintendent of the Selwyn Plantation Board reported yesterday that there are now ninety-three men in employment on the plantations. The manufacturing trade in regard to jewellery was represented by a witness at the Arbitration Court in Auckland. In answer to a question put to him at his meeting last evening, Mr J. W. Beanland, one of the Mayoral candidates, strongly supported the attitude of "The Press" regarding the placing of the War Memorial Column in Cathedral square. [435, 512, 567, 967]
leader-date: TUESDAY, APRIL 28, 1925. [176, 194, 270, 204]
todays-news-heading: TO-DAY'S NEWS. [36, 30, 129, 74]
dateline-3: (SPECIAL TO "THE PRESS.") DUNEDIN, April 27. [857, 424, 964, 443]
wardells-price-row-label: ROSELLA CHUTNEY [20, 1295, 92, 1305]
